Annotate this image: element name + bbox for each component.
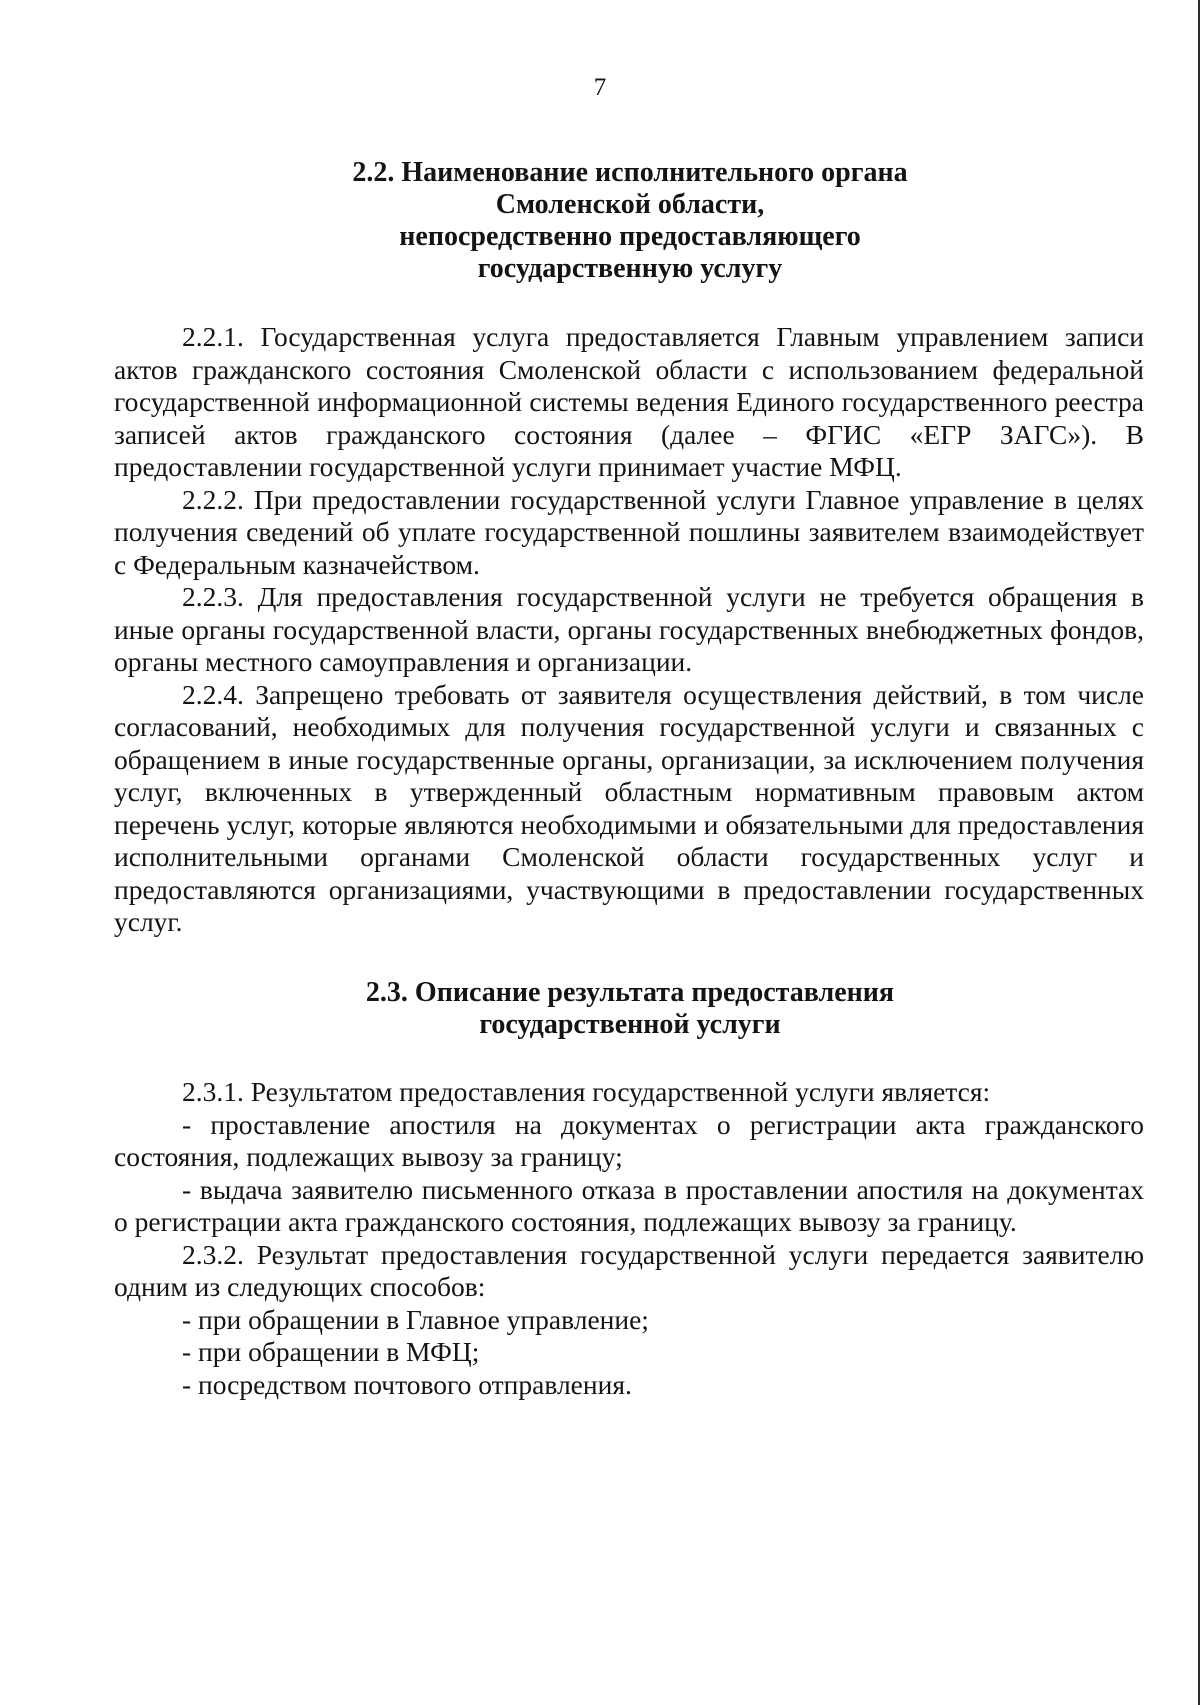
heading-line: Смоленской области, [495,189,765,220]
section-body-2-3 [114,1076,1144,1401]
paragraph-2-3-2: 2.3.2. Результат предоставления государственной услуги передается заявителю одним из следующих способов: [114,1238,1144,1302]
result-item-apostille: - проставление апостиля на документах о регистрации акта гражданского состояния, подлежащих вывозу за границу; [114,1108,1144,1172]
heading-line: 2.2. Наименование исполнительного органа [352,157,908,188]
paragraph-2-2-2: 2.2.2. При предоставлении государственной услуги Главное управление в целях получения сведений об уплате государственной пошлины заявителем взаимодействует с Федеральным казначейством. [114,483,1144,580]
section-heading-2-2 [115,157,1145,285]
section-heading-2-3 [115,977,1145,1041]
paragraph-2-2-4: 2.2.4. Запрещено требовать от заявителя осуществления действий, в том числе согласований, необходимых для получения государственной услуги и связанных с обращением в иные государственные органы, организации, за исключением получения услуг, включенных в утвержденный областным нормативным правовым актом перечень услуг, которые являются необходимыми и обязательными для предоставления исполнительными органами Смоленской области государственных услуг и предоставляются организациями, участвующими в предоставлении государственных услуг. [114,678,1144,937]
delivery-item-mfc: - при обращении в МФЦ; [182,1336,480,1367]
result-item-refusal: - выдача заявителю письменного отказа в проставлении апостиля на документах о регистрации акта гражданского состояния, подлежащих вывозу за границу. [114,1173,1144,1237]
heading-line: государственной услуги [479,1009,781,1040]
paragraph-2-3-1: 2.3.1. Результатом предоставления государственной услуги является: [182,1076,991,1107]
heading-line: непосредственно предоставляющего [399,221,861,252]
paragraph-2-2-1: 2.2.1. Государственная услуга предоставляется Главным управлением записи актов гражданского состояния Смоленской области с использованием федеральной государственной информационной системы ведения Единого государственного реестра записей актов гражданского состояния (далее – ФГИС «ЕГР ЗАГС»). В предоставлении государственной услуги принимает участие МФЦ. [114,321,1144,482]
heading-line: государственную услугу [477,253,783,284]
page-number: 7 [593,74,607,101]
delivery-item-post: - посредством почтового отправления. [182,1368,632,1400]
section-body-2-2 [114,321,1144,939]
paragraph-2-2-3: 2.2.3. Для предоставления государственной услуги не требуется обращения в иные органы государственной власти, органы государственных внебюджетных фондов, органы местного самоуправления и организации. [114,581,1144,677]
heading-line: 2.3. Описание результата предоставления [365,977,895,1008]
delivery-item-main-office: - при обращении в Главное управление; [182,1303,649,1335]
